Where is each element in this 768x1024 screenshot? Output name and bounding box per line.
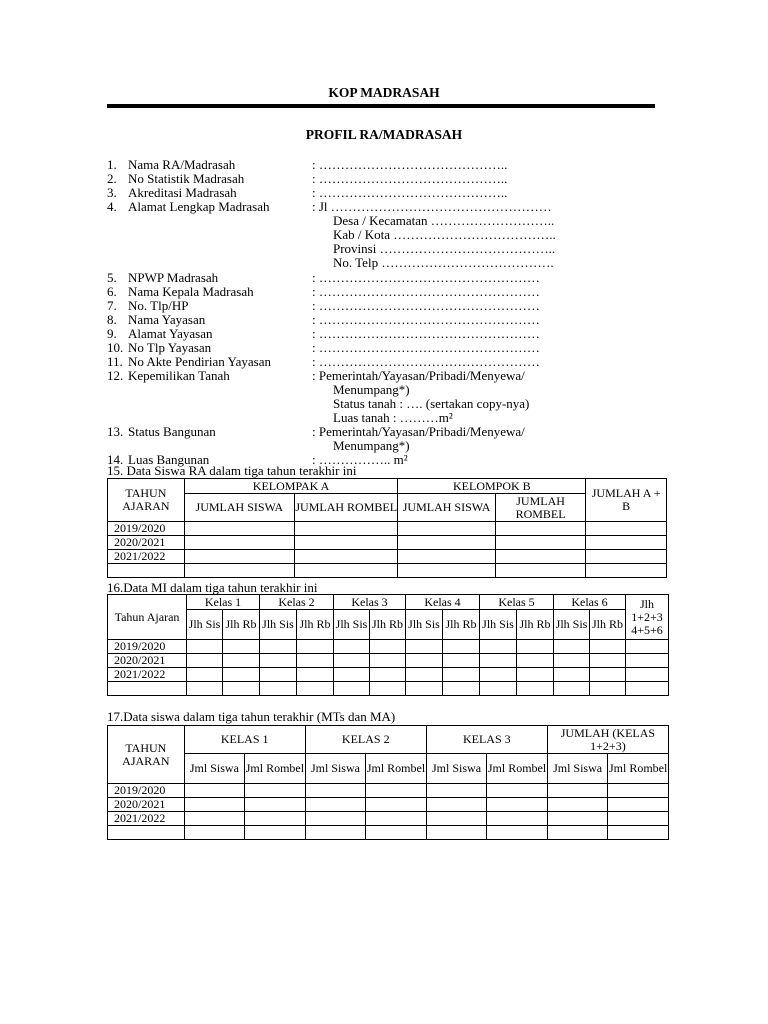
table-cell <box>184 536 294 550</box>
t15-head-a-rombel: JUMLAH ROMBEL <box>295 494 398 522</box>
t17-head-tahun: TAHUN AJARAN <box>108 726 185 784</box>
item-label: Nama Yayasan <box>128 312 206 327</box>
sub-jlh-rb: Jlh Rb <box>223 610 260 640</box>
jlh-total-header: Jlh 1+2+3 4+5+6 <box>626 595 669 640</box>
item-value: : …………………………………………… <box>312 354 540 369</box>
item-value: : Pemerintah/Yayasan/Pribadi/Menyewa/ <box>312 424 525 439</box>
sub-jml-siswa: Jml Siswa <box>305 754 365 784</box>
table15-heading: 15. Data Siswa RA dalam tiga tahun terakhir ini <box>107 463 357 478</box>
table-cell <box>297 668 334 682</box>
table-cell <box>187 654 223 668</box>
table-cell <box>586 522 667 536</box>
sub-jml-siswa: Jml Siswa <box>547 754 607 784</box>
table-cell <box>187 640 223 654</box>
item-label: Nama Kepala Madrasah <box>128 284 254 299</box>
table-cell <box>554 654 590 668</box>
table-cell <box>295 564 398 578</box>
table-cell <box>443 682 480 696</box>
sub-jml-rombel: Jml Rombel <box>366 754 427 784</box>
sub-jlh-rb: Jlh Rb <box>517 610 554 640</box>
year-cell: 2019/2020 <box>108 522 185 536</box>
item-value: : …………………………………………… <box>312 284 540 299</box>
item-number: 2. <box>107 171 117 186</box>
table-cell <box>184 522 294 536</box>
table-row <box>108 784 669 798</box>
sub-jlh-rb: Jlh Rb <box>370 610 406 640</box>
table-row <box>108 654 669 668</box>
table-cell <box>480 668 517 682</box>
table-cell <box>184 812 244 826</box>
table-cell <box>370 654 406 668</box>
table-cell <box>260 640 297 654</box>
table-cell <box>260 654 297 668</box>
sub-jml-siswa: Jml Siswa <box>426 754 486 784</box>
year-cell: 2021/2022 <box>108 550 185 564</box>
sub-jlh-sis: Jlh Sis <box>406 610 443 640</box>
table-cell <box>495 550 586 564</box>
table-cell <box>487 784 548 798</box>
table-cell <box>554 682 590 696</box>
table-cell <box>626 682 669 696</box>
table-cell <box>297 640 334 654</box>
sub-jlh-rb: Jlh Rb <box>590 610 626 640</box>
table-cell <box>305 812 365 826</box>
table-cell <box>480 654 517 668</box>
table-cell <box>426 784 486 798</box>
table-cell <box>305 826 365 840</box>
table-cell <box>480 682 517 696</box>
table-cell <box>495 536 586 550</box>
sub-jlh-rb: Jlh Rb <box>297 610 334 640</box>
t15-head-kelompok-b: KELOMPOK B <box>398 479 586 494</box>
item-value: : …………………………………………… <box>312 312 540 327</box>
sub-jml-siswa: Jml Siswa <box>184 754 244 784</box>
kelas-header: KELAS 2 <box>305 726 426 754</box>
table-cell <box>305 784 365 798</box>
table-cell <box>305 798 365 812</box>
table-cell <box>366 784 427 798</box>
kelas-header: Kelas 1 <box>187 595 260 610</box>
table-cell <box>626 640 669 654</box>
item-label: Status Bangunan <box>128 424 216 439</box>
item-label: Kepemilikan Tanah <box>128 368 230 383</box>
sub-jlh-sis: Jlh Sis <box>554 610 590 640</box>
item-label: No Tlp Yayasan <box>128 340 212 355</box>
item-number: 10. <box>107 340 124 355</box>
table-cell <box>443 668 480 682</box>
year-cell <box>108 564 185 578</box>
table-row <box>108 668 669 682</box>
sub-jlh-rb: Jlh Rb <box>443 610 480 640</box>
item-number: 14. <box>107 452 124 467</box>
table-cell <box>406 682 443 696</box>
table17 <box>107 725 669 840</box>
table-cell <box>223 668 260 682</box>
address-line: Kab / Kota ……………………………….. <box>333 227 556 242</box>
sub-jml-rombel: Jml Rombel <box>608 754 669 784</box>
item-label: NPWP Madrasah <box>128 270 219 285</box>
item-label: Luas Bangunan <box>128 452 210 467</box>
item-number: 9. <box>107 326 117 341</box>
table-cell <box>295 536 398 550</box>
item-number: 3. <box>107 185 117 200</box>
table-cell <box>590 682 626 696</box>
table-cell <box>517 668 554 682</box>
table-cell <box>590 668 626 682</box>
t15-head-tahun: TAHUN AJARAN <box>108 479 185 522</box>
table-cell <box>245 812 306 826</box>
table-row <box>108 812 669 826</box>
table-cell <box>406 640 443 654</box>
table17-heading: 17.Data siswa dalam tiga tahun terakhir (MTs dan MA) <box>107 709 396 724</box>
table-cell <box>223 640 260 654</box>
table16-heading: 16.Data MI dalam tiga tahun terakhir ini <box>107 580 318 595</box>
item-number: 1. <box>107 157 117 172</box>
table-row <box>108 826 669 840</box>
table-cell <box>406 654 443 668</box>
year-cell: 2021/2022 <box>108 668 187 682</box>
year-cell: 2019/2020 <box>108 784 185 798</box>
table-cell <box>297 682 334 696</box>
item-number: 4. <box>107 199 117 214</box>
kelas-header: Kelas 6 <box>554 595 626 610</box>
item-number: 8. <box>107 312 117 327</box>
table-cell <box>487 826 548 840</box>
table-cell <box>184 784 244 798</box>
table-cell <box>495 564 586 578</box>
year-cell: 2020/2021 <box>108 536 185 550</box>
header-rule <box>107 104 655 108</box>
table-cell <box>295 522 398 536</box>
table-cell <box>547 812 607 826</box>
item-number: 5. <box>107 270 117 285</box>
table-cell <box>554 668 590 682</box>
year-cell: 2020/2021 <box>108 654 187 668</box>
tanah-sub-line: Status tanah : …. (sertakan copy-nya) <box>333 396 530 411</box>
table-cell <box>184 550 294 564</box>
item-value: : …………………………………………… <box>312 298 540 313</box>
item-label: Alamat Lengkap Madrasah <box>128 199 270 214</box>
table-cell <box>366 798 427 812</box>
item-label: Nama RA/Madrasah <box>128 157 236 172</box>
t15-head-a-siswa: JUMLAH SISWA <box>184 494 294 522</box>
profile-title: PROFIL RA/MADRASAH <box>305 127 463 142</box>
t15-head-kelompok-a: KELOMPAK A <box>184 479 398 494</box>
item-number: 12. <box>107 368 124 383</box>
sub-jlh-sis: Jlh Sis <box>260 610 297 640</box>
table-row <box>108 536 667 550</box>
table-cell <box>260 668 297 682</box>
table-cell <box>608 826 669 840</box>
item-value: : …………………………………….. <box>312 185 508 200</box>
table-row <box>108 682 669 696</box>
sub-jml-rombel: Jml Rombel <box>487 754 548 784</box>
table-cell <box>223 682 260 696</box>
table-cell <box>184 826 244 840</box>
table-cell <box>334 668 370 682</box>
table-cell <box>398 564 495 578</box>
item-label: No Statistik Madrasah <box>128 171 245 186</box>
table-cell <box>366 826 427 840</box>
table-cell <box>443 640 480 654</box>
table-cell <box>495 522 586 536</box>
table-row <box>108 522 667 536</box>
table-row <box>108 640 669 654</box>
table-cell <box>334 640 370 654</box>
item-value: : …………………………………….. <box>312 171 508 186</box>
table-cell <box>370 682 406 696</box>
table-cell <box>608 798 669 812</box>
kelas-header: Kelas 3 <box>334 595 406 610</box>
sub-jml-rombel: Jml Rombel <box>245 754 306 784</box>
item-number: 11. <box>107 354 123 369</box>
item-label: No. Tlp/HP <box>128 298 189 313</box>
item-value: : …………………………………………… <box>312 326 540 341</box>
tanah-sub-line: Menumpang*) <box>333 382 410 397</box>
table-cell <box>184 798 244 812</box>
table-cell <box>547 826 607 840</box>
item-label: No Akte Pendirian Yayasan <box>128 354 271 369</box>
table-cell <box>586 564 667 578</box>
table-cell <box>398 522 495 536</box>
item-value: : …………………………………….. <box>312 157 508 172</box>
item-label: Alamat Yayasan <box>128 326 213 341</box>
table-cell <box>187 682 223 696</box>
table-cell <box>426 798 486 812</box>
table-cell <box>370 640 406 654</box>
table15 <box>107 478 667 578</box>
table-cell <box>608 784 669 798</box>
t15-head-b-rombel: JUMLAH ROMBEL <box>495 494 586 522</box>
item-number: 6. <box>107 284 117 299</box>
kelas-header: Kelas 5 <box>480 595 554 610</box>
table-cell <box>586 536 667 550</box>
table-cell <box>187 668 223 682</box>
table-cell <box>398 550 495 564</box>
address-line: No. Telp …………………………………. <box>333 255 554 270</box>
table-cell <box>547 784 607 798</box>
tanah-sub-line: Luas tanah : ………m² <box>333 410 453 425</box>
table-cell <box>554 640 590 654</box>
table-cell <box>245 784 306 798</box>
year-cell: 2020/2021 <box>108 798 185 812</box>
item-label: Akreditasi Madrasah <box>128 185 237 200</box>
table-cell <box>608 812 669 826</box>
table-cell <box>398 536 495 550</box>
item-number: 13. <box>107 424 124 439</box>
table-cell <box>586 550 667 564</box>
item-number: 7. <box>107 298 117 313</box>
sub-jlh-sis: Jlh Sis <box>187 610 223 640</box>
year-cell <box>108 826 185 840</box>
table-cell <box>517 640 554 654</box>
year-cell: 2021/2022 <box>108 812 185 826</box>
table-cell <box>443 654 480 668</box>
kelas-header: Kelas 4 <box>406 595 480 610</box>
table-cell <box>223 654 260 668</box>
kelas-header: KELAS 3 <box>426 726 547 754</box>
table-cell <box>590 640 626 654</box>
t15-head-b-siswa: JUMLAH SISWA <box>398 494 495 522</box>
table-cell <box>590 654 626 668</box>
table-cell <box>517 654 554 668</box>
table-row <box>108 564 667 578</box>
table-row <box>108 798 669 812</box>
table-cell <box>334 682 370 696</box>
table-cell <box>184 564 294 578</box>
table-cell <box>295 550 398 564</box>
sub-jlh-sis: Jlh Sis <box>480 610 517 640</box>
table-cell <box>480 640 517 654</box>
table-cell <box>370 668 406 682</box>
year-cell: 2019/2020 <box>108 640 187 654</box>
t15-head-jumlah-ab: JUMLAH A + B <box>586 479 667 522</box>
table-cell <box>245 826 306 840</box>
table-cell <box>626 654 669 668</box>
table-cell <box>487 812 548 826</box>
table-cell <box>547 798 607 812</box>
item-value: : Jl …………………………………………… <box>312 199 552 214</box>
item-value: : …………………………………………… <box>312 270 540 285</box>
jumlah-header: JUMLAH (KELAS 1+2+3) <box>547 726 668 754</box>
table-row <box>108 550 667 564</box>
sub-jlh-sis: Jlh Sis <box>334 610 370 640</box>
table-cell <box>245 798 306 812</box>
table-cell <box>426 826 486 840</box>
table-cell <box>260 682 297 696</box>
kop-title: KOP MADRASAH <box>328 85 440 100</box>
table-cell <box>297 654 334 668</box>
table-cell <box>426 812 486 826</box>
kelas-header: KELAS 1 <box>184 726 305 754</box>
table16 <box>107 594 669 696</box>
kelas-header: Kelas 2 <box>260 595 334 610</box>
table-cell <box>406 668 443 682</box>
item-value: : Pemerintah/Yayasan/Pribadi/Menyewa/ <box>312 368 525 383</box>
item-value: : …………….. m² <box>312 452 408 467</box>
year-cell <box>108 682 187 696</box>
address-line: Desa / Kecamatan ……………………….. <box>333 213 555 228</box>
table-cell <box>366 812 427 826</box>
table-cell <box>626 668 669 682</box>
item-value: : …………………………………………… <box>312 340 540 355</box>
bangunan-sub-line: Menumpang*) <box>333 438 410 453</box>
table-cell <box>334 654 370 668</box>
table-cell <box>517 682 554 696</box>
t16-head-tahun: Tahun Ajaran <box>108 595 187 640</box>
table-cell <box>487 798 548 812</box>
address-line: Provinsi ………………………………….. <box>333 241 556 256</box>
